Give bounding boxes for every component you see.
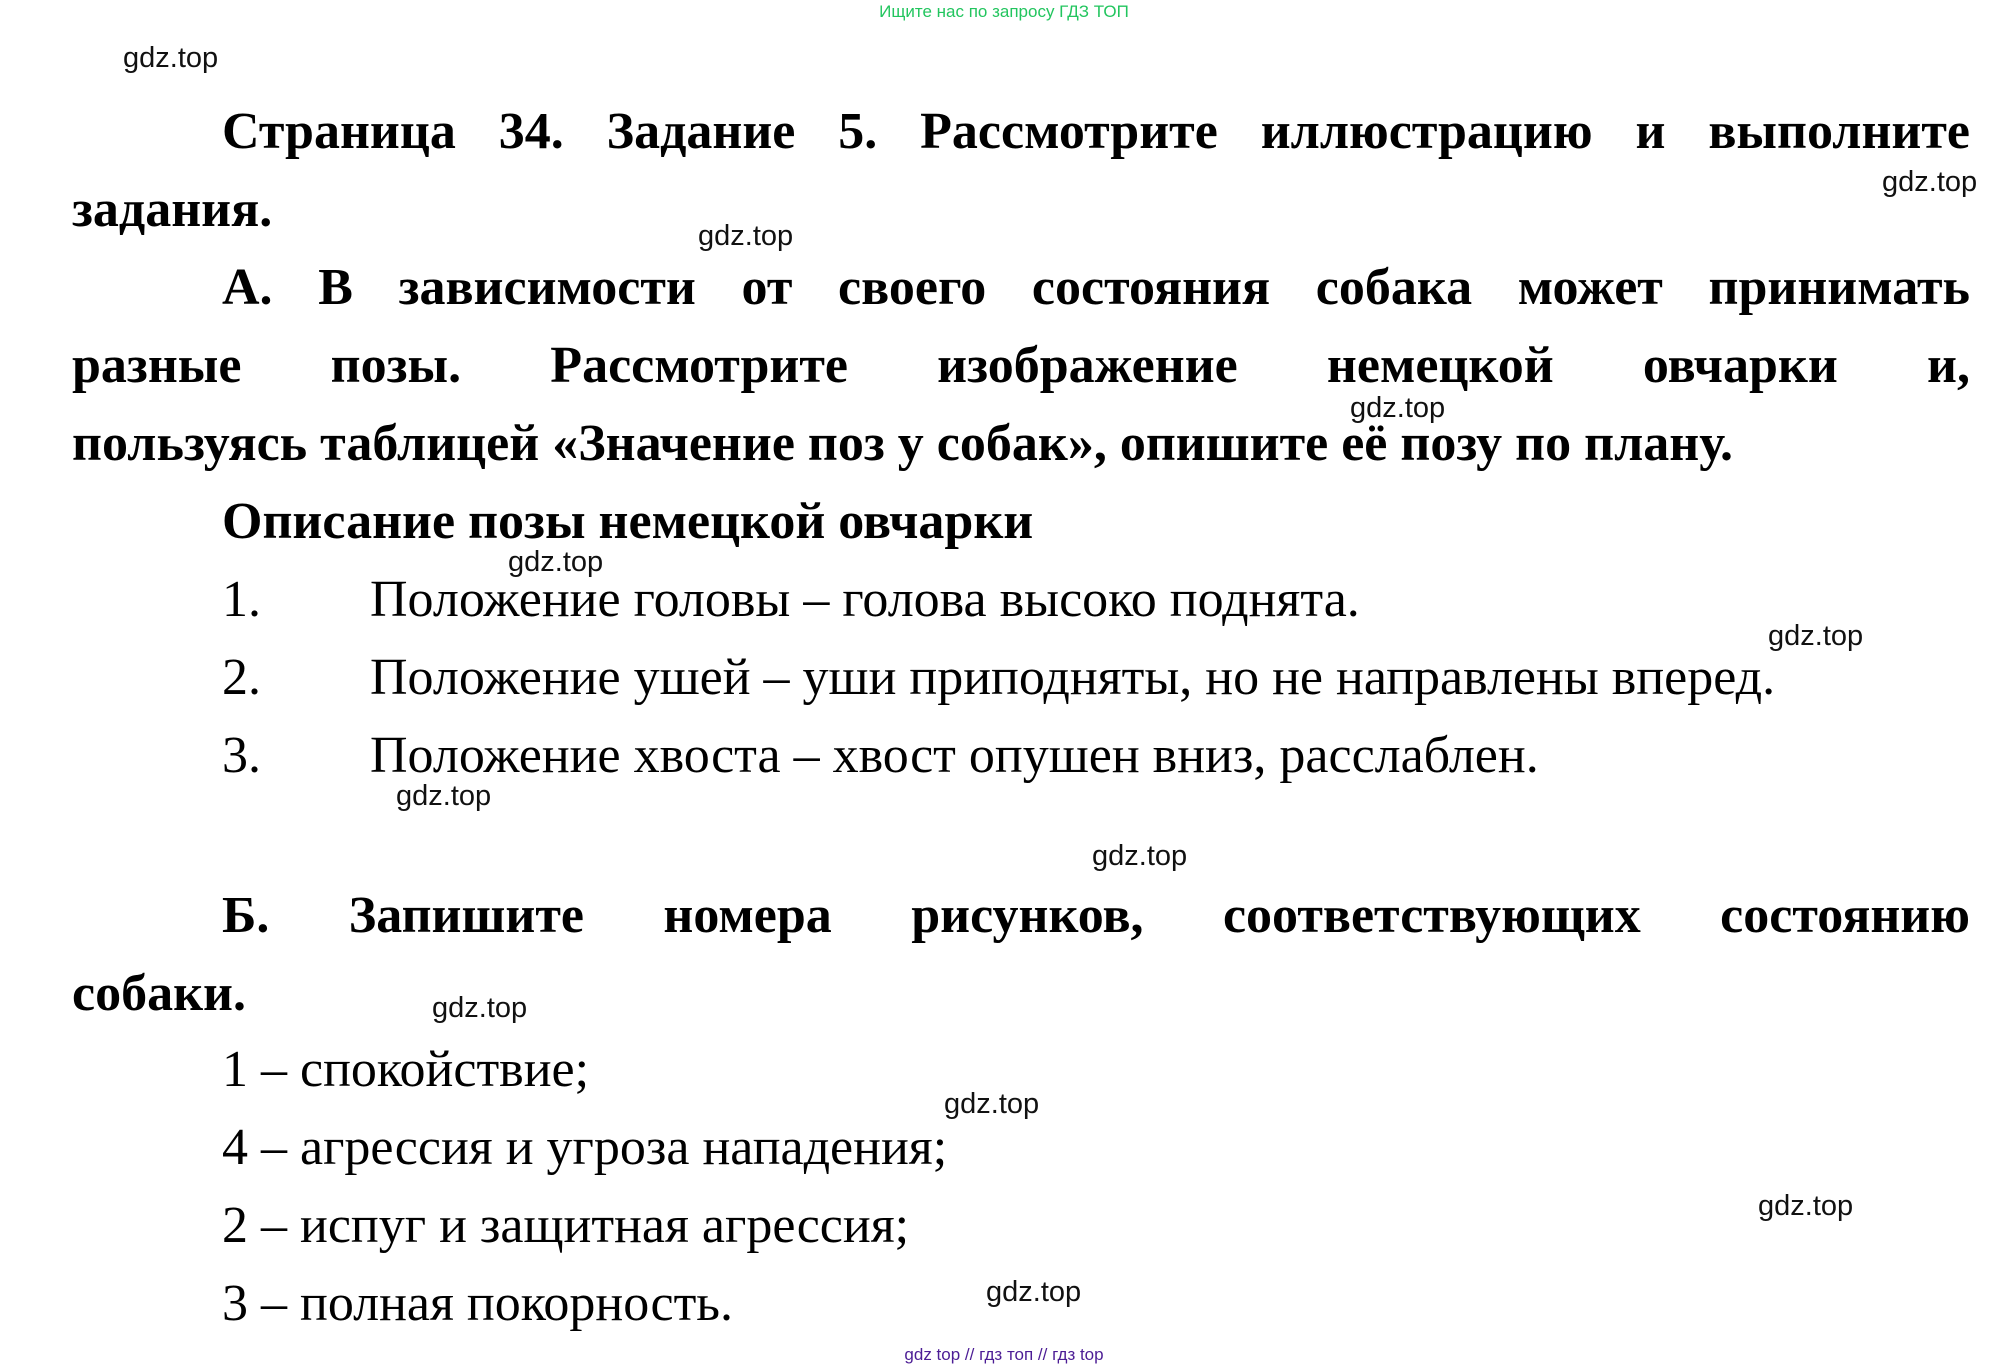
list-item-text: Положение ушей – уши приподняты, но не направлены вперед. (370, 649, 1776, 706)
watermark: gdz.top (432, 992, 528, 1024)
top-search-hint: Ищите нас по запросу ГДЗ ТОП (879, 2, 1129, 21)
part-a-line-1: А. В зависимости от своего состояния собака может принимать (222, 259, 1970, 316)
list-item-number: 1. (222, 571, 261, 628)
watermark: gdz.top (1350, 392, 1446, 424)
pose-description-heading: Описание позы немецкой овчарки (222, 493, 1034, 550)
answer-item: 4 – агрессия и угроза нападения; (222, 1119, 948, 1176)
footer-links: gdz top // гдз топ // гдз top (904, 1345, 1104, 1364)
watermark: gdz.top (1882, 166, 1978, 198)
part-b-line-1: Б. Запишите номера рисунков, соответствующих состоянию (222, 887, 1970, 944)
task-title-line-2: задания. (72, 181, 273, 238)
watermark: gdz.top (1758, 1190, 1854, 1222)
list-item (0, 648, 2008, 718)
watermark: gdz.top (986, 1276, 1082, 1308)
watermark: gdz.top (944, 1088, 1040, 1120)
watermark: gdz.top (508, 546, 604, 578)
part-b-line-2: собаки. (72, 965, 247, 1022)
watermark: gdz.top (396, 780, 492, 812)
answer-item: 2 – испуг и защитная агрессия; (222, 1197, 910, 1254)
list-item-text: Положение хвоста – хвост опушен вниз, расслаблен. (370, 727, 1539, 784)
list-item (0, 570, 2008, 640)
list-item-number: 2. (222, 649, 261, 706)
watermark: gdz.top (1092, 840, 1188, 872)
list-item-number: 3. (222, 727, 261, 784)
answer-item: 1 – спокойствие; (222, 1041, 590, 1098)
watermark: gdz.top (698, 220, 794, 252)
watermark: gdz.top (123, 42, 219, 74)
watermark: gdz.top (1768, 620, 1864, 652)
part-a-line-3: пользуясь таблицей «Значение поз у собак», опишите её позу по плану. (72, 415, 1734, 472)
part-a-line-2: разные позы. Рассмотрите изображение немецкой овчарки и, (72, 337, 1970, 394)
task-title-line-1: Страница 34. Задание 5. Рассмотрите иллюстрацию и выполните (222, 103, 1970, 160)
list-item-text: Положение головы – голова высоко поднята. (370, 571, 1360, 628)
answer-item: 3 – полная покорность. (222, 1275, 734, 1332)
list-item (0, 726, 2008, 796)
